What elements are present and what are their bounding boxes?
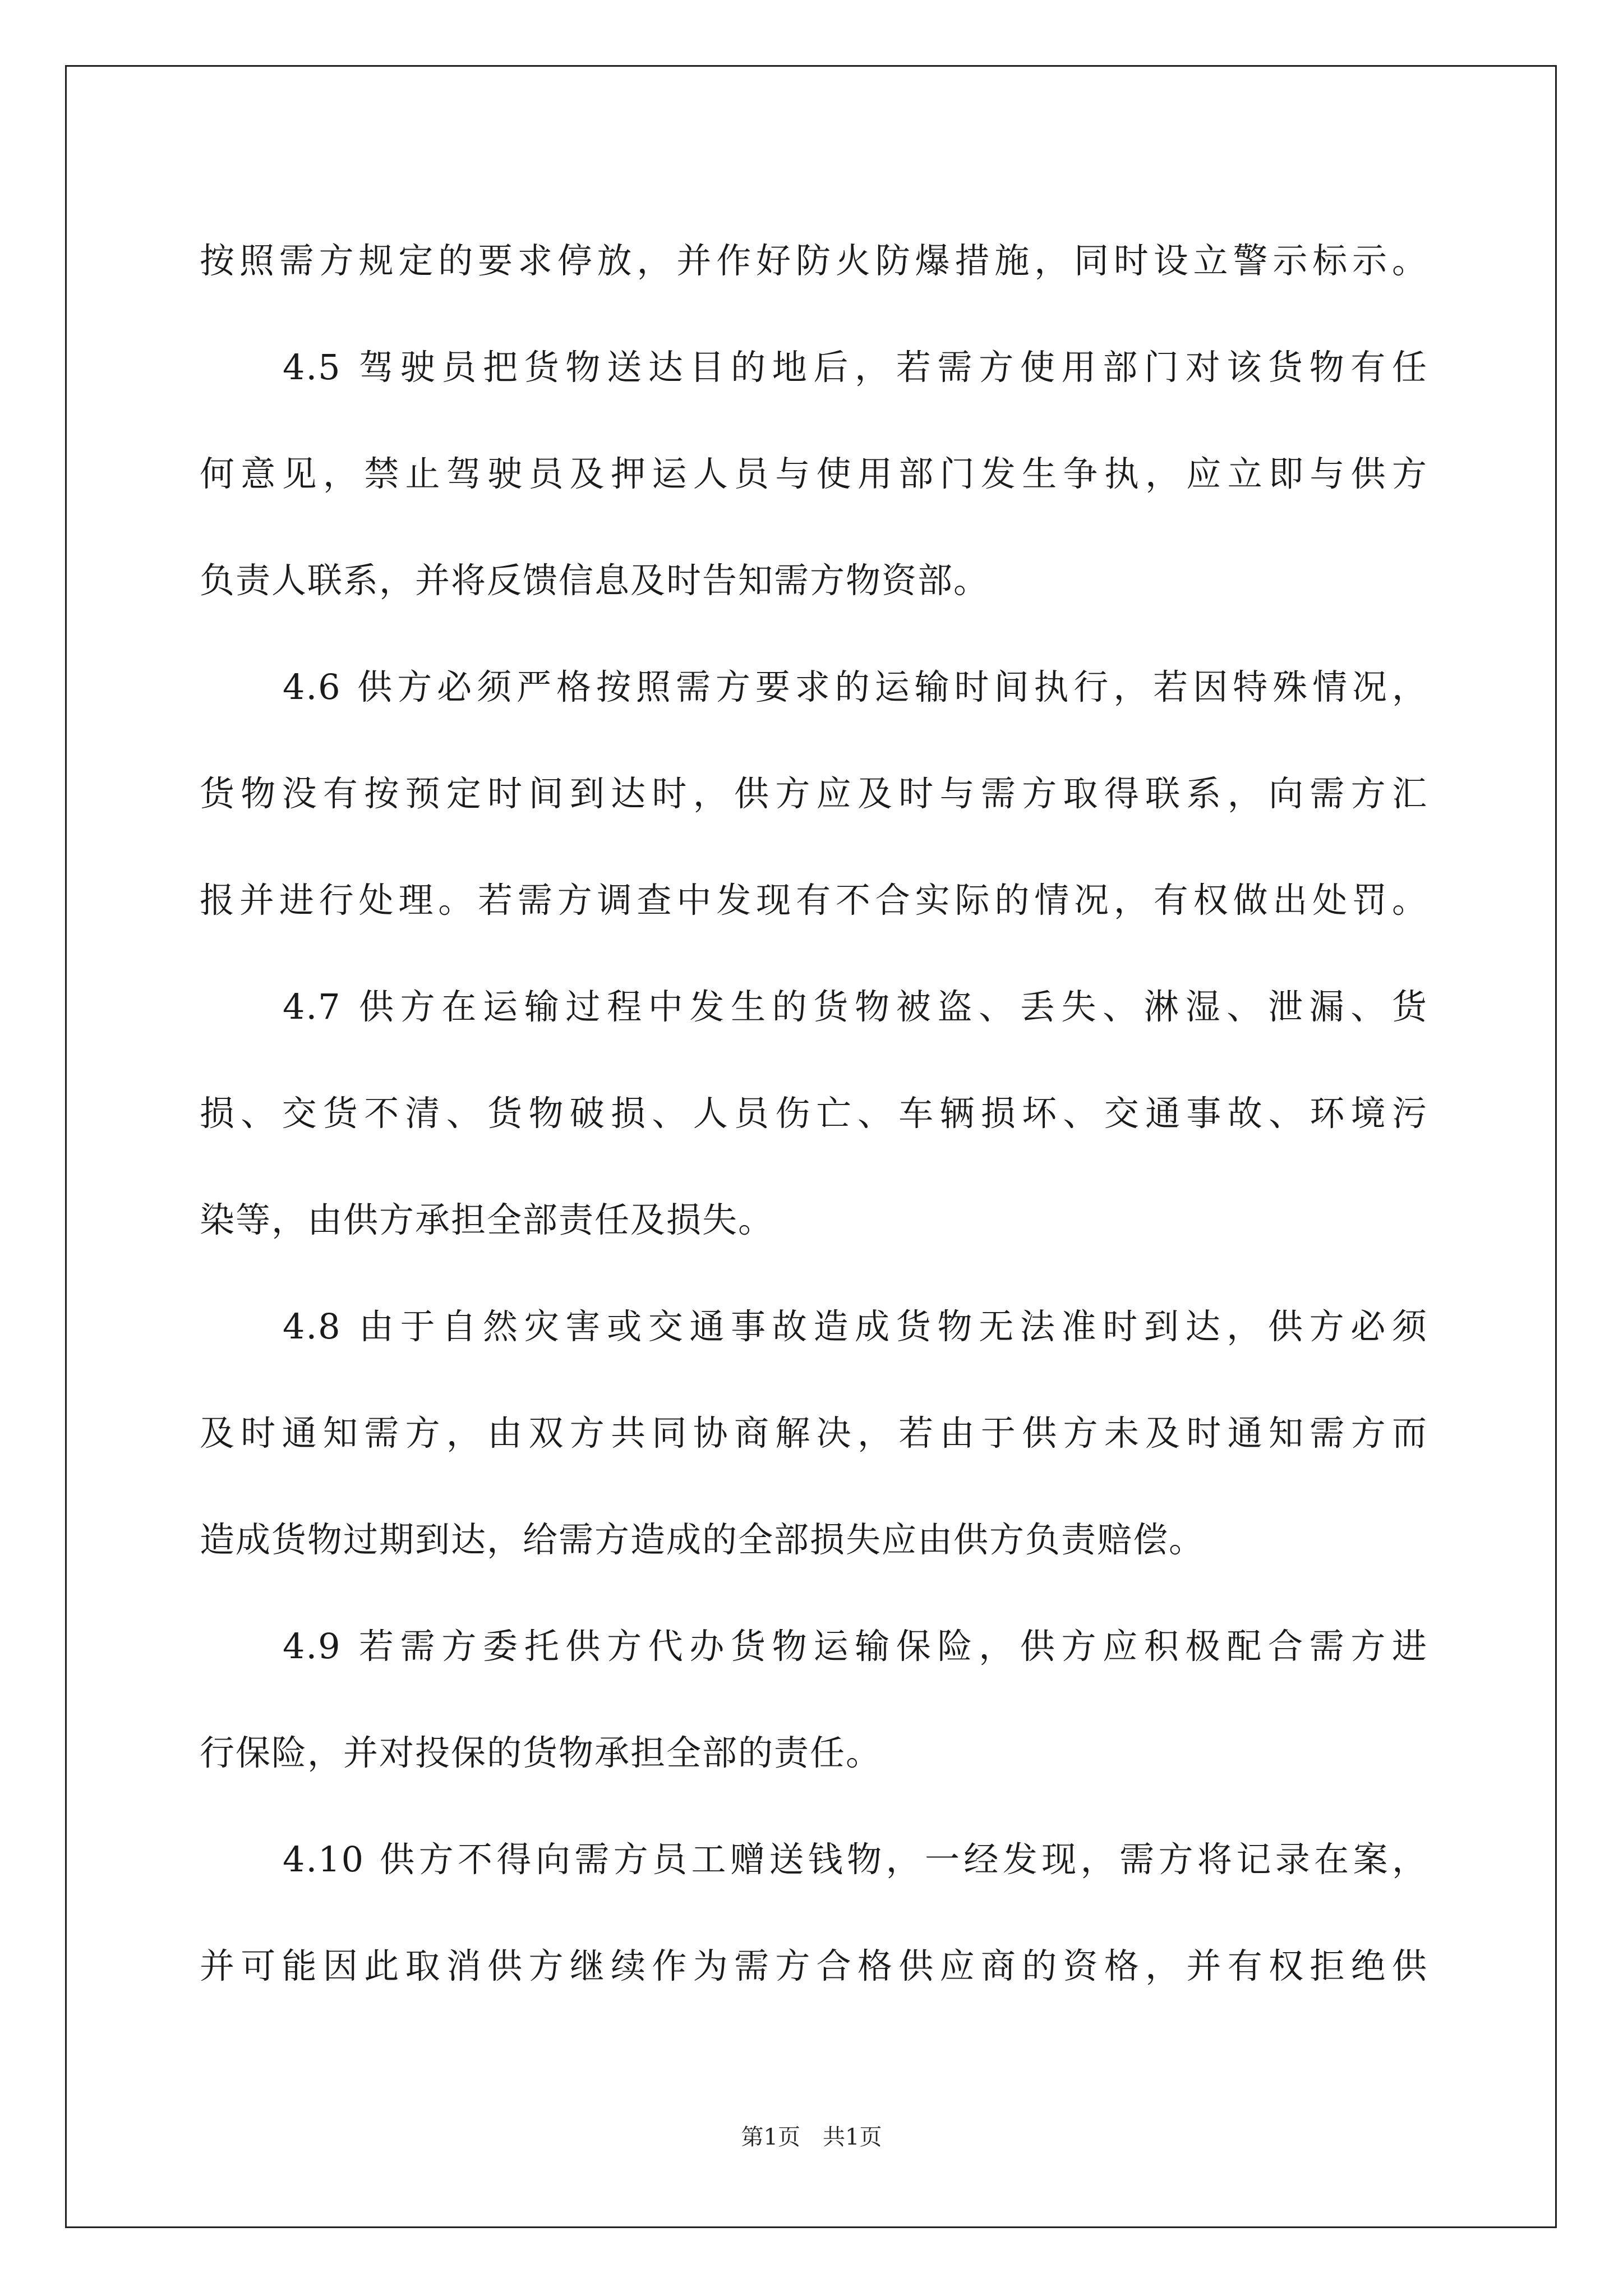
page-number-current: 第1页 xyxy=(741,2124,800,2150)
text-line: 4.8 由于自然灾害或交通事故造成货物无法准时到达，供方必须 xyxy=(283,1306,1428,1347)
text-line: 4.7 供方在运输过程中发生的货物被盗、丢失、淋湿、泄漏、货 xyxy=(283,986,1428,1027)
text-line: 染等，由供方承担全部责任及损失。 xyxy=(200,1199,774,1240)
text-line: 造成货物过期到达，给需方造成的全部损失应由供方负责赔偿。 xyxy=(200,1519,1205,1560)
text-line: 货物没有按预定时间到达时，供方应及时与需方取得联系，向需方汇 xyxy=(200,773,1428,814)
text-line: 并可能因此取消供方继续作为需方合格供应商的资格，并有权拒绝供 xyxy=(200,1945,1428,1986)
text-line: 4.5 驾驶员把货物送达目的地后，若需方使用部门对该货物有任 xyxy=(283,347,1428,388)
text-line: 行保险，并对投保的货物承担全部的责任。 xyxy=(200,1732,882,1773)
text-line: 及时通知需方，由双方共同协商解决，若由于供方未及时通知需方而 xyxy=(200,1412,1428,1453)
text-line: 4.9 若需方委托供方代办货物运输保险，供方应积极配合需方进 xyxy=(283,1626,1428,1667)
text-line: 损、交货不清、货物破损、人员伤亡、车辆损坏、交通事故、环境污 xyxy=(200,1093,1428,1134)
page-number-total: 共1页 xyxy=(823,2124,882,2150)
text-line: 按照需方规定的要求停放，并作好防火防爆措施，同时设立警示标示。 xyxy=(200,240,1428,281)
text-line: 负责人联系，并将反馈信息及时告知需方物资部。 xyxy=(200,560,990,601)
text-line: 4.10 供方不得向需方员工赠送钱物，一经发现，需方将记录在案， xyxy=(283,1839,1428,1880)
text-line: 何意见，禁止驾驶员及押运人员与使用部门发生争执，应立即与供方 xyxy=(200,453,1428,494)
text-line: 4.6 供方必须严格按照需方要求的运输时间执行，若因特殊情况， xyxy=(283,666,1428,707)
document-body xyxy=(200,208,1428,2019)
page-footer xyxy=(0,2120,1623,2154)
text-line: 报并进行处理。若需方调查中发现有不合实际的情况，有权做出处罚。 xyxy=(200,880,1428,921)
